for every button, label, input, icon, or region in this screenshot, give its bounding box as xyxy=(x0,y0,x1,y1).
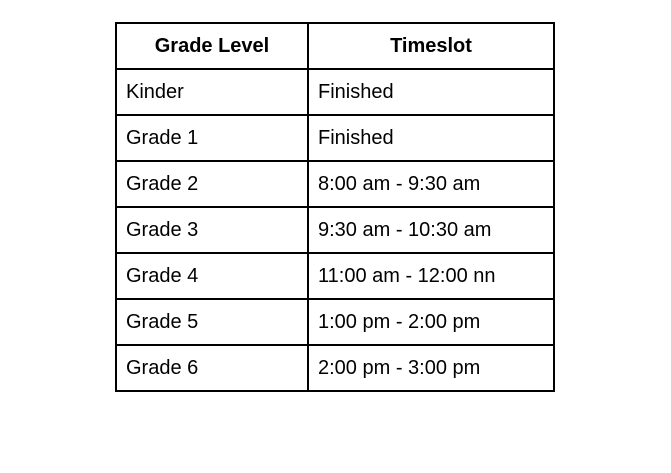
table-row xyxy=(116,207,554,253)
timeslot-cell: 1:00 pm - 2:00 pm xyxy=(308,299,554,345)
grade-cell: Grade 5 xyxy=(116,299,308,345)
table-row xyxy=(116,345,554,391)
timeslot-cell: 2:00 pm - 3:00 pm xyxy=(308,345,554,391)
timeslot-cell: 11:00 am - 12:00 nn xyxy=(308,253,554,299)
grade-cell: Kinder xyxy=(116,69,308,115)
schedule-table xyxy=(115,22,555,392)
table-row xyxy=(116,69,554,115)
timeslot-cell: 8:00 am - 9:30 am xyxy=(308,161,554,207)
grade-cell: Grade 1 xyxy=(116,115,308,161)
header-grade-level: Grade Level xyxy=(116,23,308,69)
grade-cell: Grade 2 xyxy=(116,161,308,207)
table-row xyxy=(116,253,554,299)
timeslot-cell: Finished xyxy=(308,115,554,161)
table-row xyxy=(116,115,554,161)
table-row xyxy=(116,161,554,207)
table-row xyxy=(116,299,554,345)
grade-cell: Grade 3 xyxy=(116,207,308,253)
grade-cell: Grade 4 xyxy=(116,253,308,299)
header-timeslot: Timeslot xyxy=(308,23,554,69)
header-row xyxy=(116,23,554,69)
timeslot-cell: Finished xyxy=(308,69,554,115)
timeslot-cell: 9:30 am - 10:30 am xyxy=(308,207,554,253)
grade-cell: Grade 6 xyxy=(116,345,308,391)
